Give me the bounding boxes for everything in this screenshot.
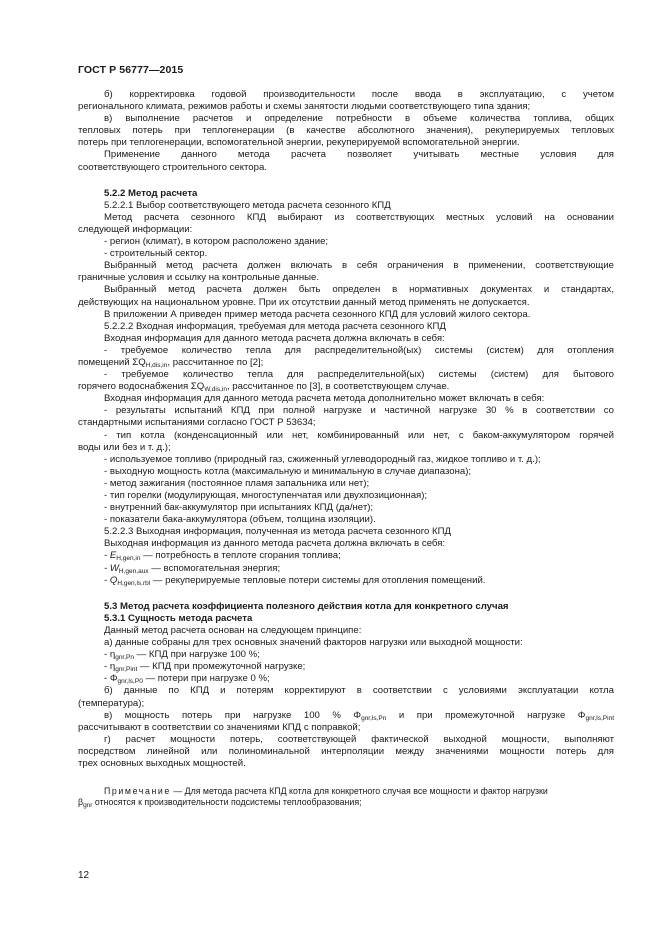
para-g-interp-line3: трех основных выходных мощностей.	[78, 757, 246, 769]
list-item-boiler-type-line2: воды или без и т. д.);	[78, 441, 171, 453]
para-principle: Данный метод расчета основан на следующем принципе:	[104, 624, 362, 636]
list-item-output-e: - $E_{H,gen,in}$ — потребность в теплоте сгорания топлива;	[104, 550, 341, 563]
note-line1: Примечание — Для метода расчета КПД котла для конкретного случая все мощности и фактор нагрузки	[104, 786, 548, 797]
note-label: Примечание	[104, 786, 171, 797]
para-c-loss-power-line2: рассчитывают в соответствии со значениями КПД с поправкой;	[78, 721, 361, 733]
para-normative-line2: действующих на национальном уровне. При их отсутствии данный метод применять не допускается.	[78, 296, 530, 308]
para-method-choice-line1: Метод расчета сезонного КПД выбирают из соответствующих местных условий на основании	[104, 211, 614, 223]
note-line2: $\beta_{gnr}$ относятся к производительности подсистемы теплообразования;	[78, 797, 362, 810]
para-b-line1: б) корректировка годовой производительности после ввода в эксплуатацию, с учетом	[104, 89, 614, 100]
list-item-output-power: - выходную мощность котла (максимальную и минимальную в случае диапазона);	[104, 465, 472, 477]
page-number: 12	[78, 870, 90, 881]
para-limitations-line1: Выбранный метод расчета должен включать в себя ограничения в применении, соответствующие	[104, 260, 614, 272]
list-item-boiler-type-line1: - тип котла (конденсационный или нет, комбинированный или нет, с бакoм-аккумулятором горячей	[104, 429, 614, 441]
list-item-eta-pint: - $\eta_{gnr,Pint}$ — КПД при промежуточной нагрузке;	[104, 661, 306, 674]
list-item-heat-water-line1: - требуемое количество тепла для распределительной(ых) системы (систем) для бытового	[104, 369, 614, 381]
list-item-burner-type: - тип горелки (модулирующая, многоступенчатая или двухпозиционная);	[104, 490, 428, 501]
para-appendix-a: В приложении А приведен пример метода расчета сезонного КПД для условий жилого сектора.	[104, 308, 531, 320]
para-g-interp-line2: посредством линейной или полиноминальной интерполяции между значениями мощности потерь для	[78, 745, 614, 757]
subsection-5-2-2-1-title: 5.2.2.1 Выбор соответствующего метода расчета сезонного КПД	[104, 199, 391, 211]
list-item-tank-params: - показатели бака-аккумулятора (объем, толщина изоляции).	[104, 514, 376, 526]
para-input-info: Входная информация для данного метода расчета должна включать в себя:	[104, 332, 445, 344]
section-5-3-heading: 5.3 Метод расчета коэффициента полезного действия котла для конкретного случая	[104, 600, 509, 612]
list-item-fuel: - используемое топливо (природный газ, сжиженный углеводородный газ, жидкое топливо и т. д.);	[104, 453, 541, 465]
list-item-sector: - строительный сектор.	[104, 248, 208, 260]
para-application-line2: соответствующего строительного сектора.	[78, 161, 267, 173]
list-item-internal-tank: - внутренний бак-аккумулятор при испытаниях КПД (да/нет);	[104, 502, 374, 514]
para-a-data: а) данные собраны для трех основных значений факторов нагрузки или выходной мощности:	[104, 637, 523, 649]
page-header-standard-number: ГОСТ Р 56777—2015	[78, 64, 184, 76]
subsection-5-2-2-2-title: 5.2.2.2 Входная информация, требуемая для метода расчета сезонного КПД	[104, 320, 446, 332]
para-c-loss-power-line1: в) мощность потерь при нагрузке 100 % $\Phi_{gnr,ls,Pn}$ и при промежуточной нагрузке $\Phi_{gnr,ls,Pint}$	[104, 709, 614, 722]
list-item-output-q: - $Q_{H,gen,ls,rbl}$ — рекуперируемые тепловые потери системы для отопления помещений.	[104, 574, 486, 587]
list-item-region: - регион (климат), в котором расположено здание;	[104, 236, 329, 248]
list-item-heat-heating-line1: - требуемое количество тепла для распределительной(ых) системы (систем) для отопления	[104, 344, 614, 356]
list-item-ignition: - метод зажигания (постоянное пламя запальника или нет);	[104, 477, 370, 489]
list-item-heat-heating-line2: помещений $\Sigma Q_{H,dis,in}$, рассчитанное по [2];	[78, 356, 264, 369]
para-g-interp-line1: г) расчет мощности потерь, соответствующей фактической выходной мощности, выполняют	[104, 733, 614, 745]
document-body	[78, 89, 614, 810]
subsection-5-2-2-3-title: 5.2.2.3 Выходная информация, полученная из метода расчета сезонного КПД	[104, 526, 452, 538]
para-b-correction-line1: б) данные по КПД и потерям корректируют в соответствии с условиями эксплуатации котла	[104, 685, 614, 697]
para-output-info: Выходная информация из данного метода расчета должна включать в себя:	[104, 538, 446, 550]
para-b-correction-line2: (температура);	[78, 697, 145, 709]
list-item-test-results-line2: стандартными испытаниями согласно ГОСТ Р 53634;	[78, 417, 316, 429]
para-v-line2: тепловых потерь при теплогенерации (в качестве абсолютного значения), рекуперируемых тепловых	[78, 125, 614, 137]
section-5-3-1-heading: 5.3.1 Сущность метода расчета	[104, 612, 253, 624]
para-method-choice-line2: следующей информации:	[78, 223, 193, 235]
para-application-line1: Применение данного метода расчета позволяет учитывать местные условия для	[104, 149, 614, 161]
list-item-eta-pn: - $\eta_{gnr,Pn}$ — КПД при нагрузке 100 %;	[104, 649, 260, 662]
section-5-2-2-heading: 5.2.2 Метод расчета	[104, 187, 198, 199]
para-b-line2: регионального климата, режимов работы и схемы занятости людьми соответствующего типа здания;	[78, 101, 531, 113]
list-item-phi-p0: - $\Phi_{gnr,ls,P0}$ — потери при нагрузке 0 %;	[104, 673, 270, 686]
para-v-line1: в) выполнение расчетов и определение потребности в объеме количества топлива, общих	[104, 113, 614, 125]
list-item-heat-water-line2: горячего водоснабжения $\Sigma Q_{W,dis,in}$, рассчитанное по [3], в соответствующем случае.	[78, 381, 450, 394]
list-item-output-w: - $W_{H,gen,aux}$ — вспомогательная энергия;	[104, 562, 281, 575]
para-limitations-line2: граничные условия и ссылку на контрольные данные.	[78, 272, 320, 284]
para-additional-input: Входная информация для данного метода расчета метода дополнительно может включать в себя:	[104, 393, 545, 405]
list-item-test-results-line1: - результаты испытаний КПД при полной нагрузке и частичной нагрузке 30 % в соответствии со	[104, 405, 614, 417]
para-normative-line1: Выбранный метод расчета должен быть определен в нормативных документах и стандартах,	[104, 284, 614, 296]
para-v-line3: потерь при теплогенерации, вспомогательной энергии, рекуперируемой вспомогательной энергии.	[78, 137, 520, 149]
